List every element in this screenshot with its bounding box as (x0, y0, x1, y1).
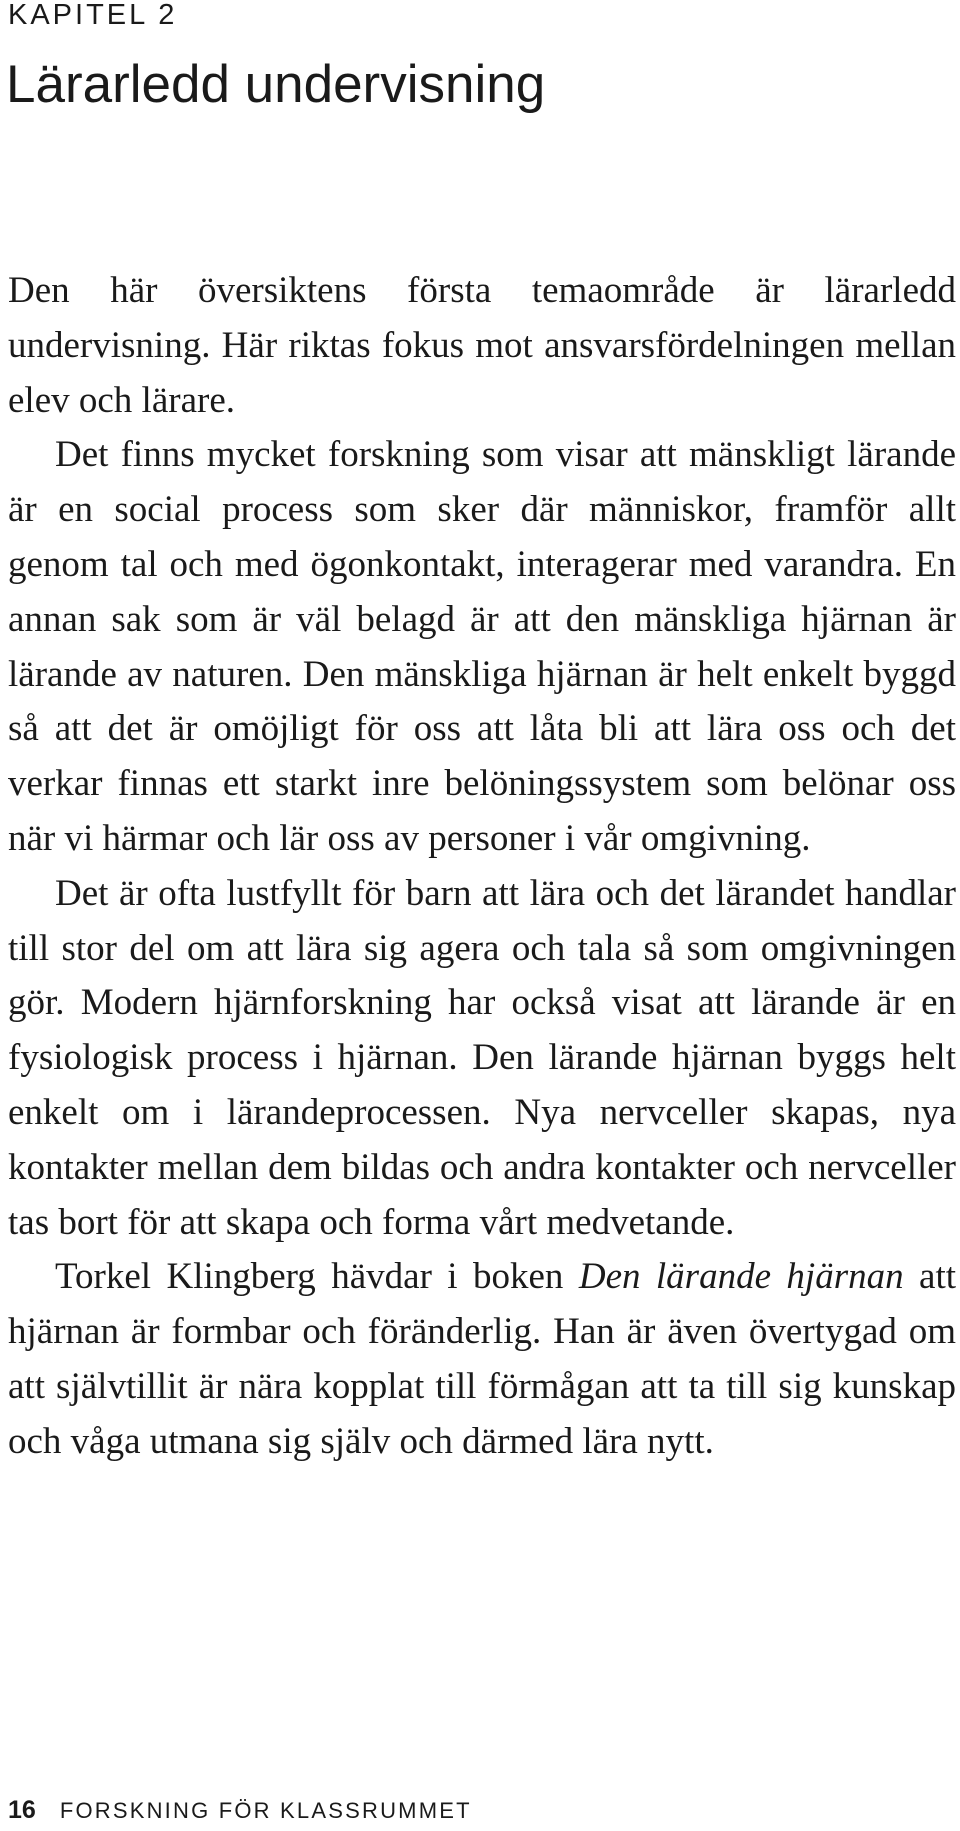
paragraph-1: Den här översiktens första temaområde är lärarledd undervisning. Här riktas fokus mot ansvarsfördelningen mellan elev och lärare. (8, 270, 956, 421)
page-footer (8, 1796, 472, 1828)
running-title: FORSKNING FÖR KLASSRUMMET (59, 1798, 472, 1823)
body-text (8, 264, 956, 1470)
paragraph-4-text-start: Torkel Klingberg hävdar i boken (55, 1256, 579, 1298)
paragraph-2: Det finns mycket forskning som visar att mänskligt lärande är en social process som sker där människor, framför allt genom tal och med ögonkontakt, interagerar med varandra. En annan sak som är väl belagd är att den mänskliga hjärnan är lärande av naturen. Den mänskliga hjärnan är helt enkelt byggd så att det är omöjligt för oss att låta bli att lära oss och det verkar finnas ett starkt inre belöningssystem som belönar oss när vi härmar och lär oss av personer i vår omgivning. (8, 434, 956, 859)
page-number: 16 (8, 1796, 36, 1824)
paragraph-3: Det är ofta lustfyllt för barn att lära och det lärandet handlar till stor del om att lära sig agera och tala så som omgivningen gör. Modern hjärnforskning har också visat att lärande är en fysiologisk process i hjärnan. Den lärande hjärnan byggs helt enkelt om i lärandeprocessen. Nya nervceller skapas, nya kontakter mellan dem bildas och andra kontakter och nervceller tas bort för att skapa och forma vårt medvetande. (8, 872, 956, 1243)
book-title: Den lärande hjärnan (578, 1256, 904, 1298)
chapter-label: KAPITEL 2 (8, 0, 178, 31)
chapter-title: Lärarledd undervisning (6, 55, 546, 114)
paragraph-4-text-end: att hjärnan är formbar och föränderlig. Han är även övertygad om att självtillit är nära kopplat till förmågan att ta till sig kunskap och våga utmana sig själv och därmed lära nytt. (8, 1256, 957, 1462)
paragraph-4 (8, 1250, 956, 1469)
